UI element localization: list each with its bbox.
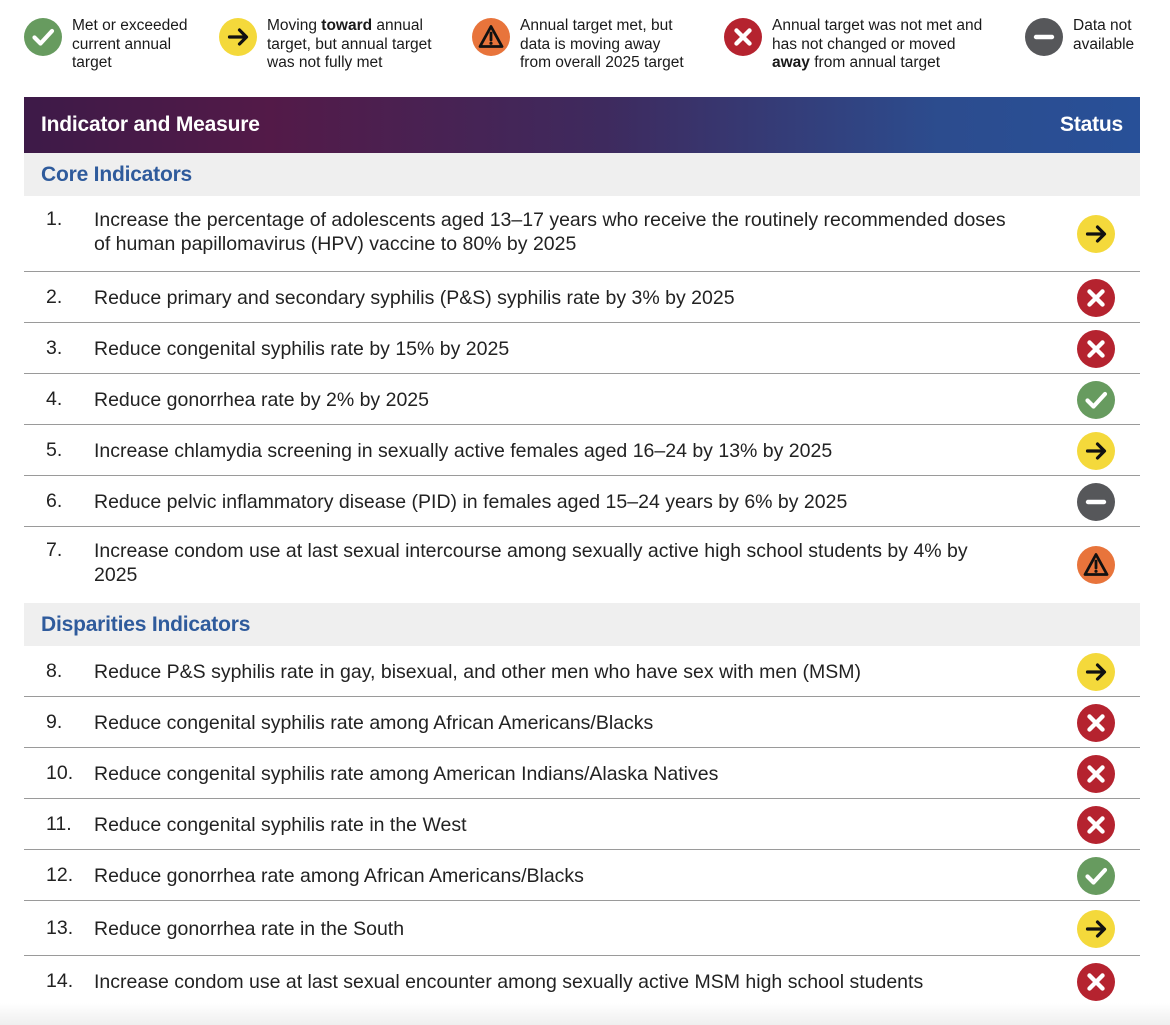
table-row	[24, 697, 1140, 748]
arrow-right-icon	[1077, 215, 1115, 253]
x-icon	[1077, 963, 1115, 1001]
indicator-table	[24, 97, 1140, 1007]
table-row	[24, 956, 1140, 1007]
arrow-right-icon	[1077, 910, 1115, 948]
check-icon	[1077, 857, 1115, 895]
row-measure: Reduce congenital syphilis rate by 15% by 2025	[94, 337, 510, 360]
table-row	[24, 476, 1140, 527]
x-icon	[1077, 755, 1115, 793]
row-number: 7.	[46, 539, 63, 561]
status-legend	[24, 17, 1144, 77]
page-bottom-fade	[0, 1003, 1170, 1025]
legend-item-not-met	[724, 17, 982, 73]
warning-icon	[1077, 546, 1115, 584]
check-icon	[1077, 381, 1115, 419]
row-number: 8.	[46, 659, 63, 682]
section-title: Disparities Indicators	[41, 612, 251, 636]
row-number: 1.	[46, 208, 63, 230]
table-row	[24, 272, 1140, 323]
legend-label: Moving toward annual target, but annual target was not fully met	[267, 17, 432, 71]
legend-item-na	[1025, 17, 1134, 56]
row-measure: Reduce gonorrhea rate among African Americans/Blacks	[94, 864, 584, 887]
row-number: 11.	[46, 812, 72, 835]
row-measure: Reduce primary and secondary syphilis (P&S) syphilis rate by 3% by 2025	[94, 286, 735, 309]
row-measure: Increase condom use at last sexual encounter among sexually active MSM high school students	[94, 970, 924, 993]
row-number: 4.	[46, 387, 63, 410]
x-icon	[1077, 279, 1115, 317]
table-row	[24, 323, 1140, 374]
row-number: 2.	[46, 285, 63, 308]
table-row	[24, 748, 1140, 799]
section-title: Core Indicators	[41, 162, 193, 186]
legend-item-warning	[472, 17, 684, 73]
row-measure: Reduce congenital syphilis rate among African Americans/Blacks	[94, 711, 654, 734]
arrow-right-icon	[1077, 653, 1115, 691]
row-measure: Reduce gonorrhea rate by 2% by 2025	[94, 388, 429, 411]
warning-icon	[472, 18, 510, 56]
row-number: 10.	[46, 761, 74, 784]
table-body	[24, 153, 1140, 1007]
x-icon	[724, 18, 762, 56]
row-number: 13.	[46, 916, 74, 939]
legend-label: Met or exceeded current annual target	[72, 17, 188, 71]
minus-icon	[1077, 483, 1115, 521]
check-icon	[24, 18, 62, 56]
arrow-right-icon	[219, 18, 257, 56]
table-row	[24, 374, 1140, 425]
row-measure: Increase the percentage of adolescents aged 13–17 years who receive the routinely recommended doses of human papillomavirus (HPV) vaccine to 80% by 2025	[94, 209, 1006, 255]
legend-item-toward	[219, 17, 432, 73]
row-measure: Reduce congenital syphilis rate among American Indians/Alaska Natives	[94, 762, 719, 785]
table-row	[24, 799, 1140, 850]
x-icon	[1077, 330, 1115, 368]
legend-item-met	[24, 17, 187, 73]
row-measure: Reduce P&S syphilis rate in gay, bisexual, and other men who have sex with men (MSM)	[94, 660, 861, 683]
row-measure: Increase chlamydia screening in sexually active females aged 16–24 by 13% by 2025	[94, 439, 833, 462]
indicator-column-header: Indicator and Measure	[41, 113, 260, 136]
table-row	[24, 850, 1140, 901]
row-number: 14.	[46, 969, 74, 992]
row-number: 5.	[46, 438, 63, 461]
table-header	[24, 97, 1140, 153]
row-measure: Increase condom use at last sexual intercourse among sexually active high school students by 4% by 2025	[94, 540, 968, 586]
legend-label: Annual target was not met and has not changed or moved away from annual target	[772, 17, 983, 71]
row-number: 9.	[46, 710, 63, 733]
row-number: 12.	[46, 863, 74, 886]
row-number: 3.	[46, 336, 63, 359]
row-measure: Reduce congenital syphilis rate in the West	[94, 813, 467, 836]
legend-label: Data not available	[1073, 17, 1135, 53]
table-row	[24, 196, 1140, 272]
legend-label: Annual target met, but data is moving away from overall 2025 target	[520, 17, 684, 71]
row-number: 6.	[46, 489, 63, 512]
status-column-header: Status	[1060, 113, 1123, 136]
x-icon	[1077, 806, 1115, 844]
section-header	[24, 153, 1140, 196]
row-measure: Reduce gonorrhea rate in the South	[94, 917, 405, 940]
row-measure: Reduce pelvic inflammatory disease (PID) in females aged 15–24 years by 6% by 2025	[94, 490, 848, 513]
section-header	[24, 603, 1140, 646]
x-icon	[1077, 704, 1115, 742]
table-row	[24, 527, 1140, 603]
minus-icon	[1025, 18, 1063, 56]
table-row	[24, 901, 1140, 956]
arrow-right-icon	[1077, 432, 1115, 470]
table-row	[24, 646, 1140, 697]
table-row	[24, 425, 1140, 476]
